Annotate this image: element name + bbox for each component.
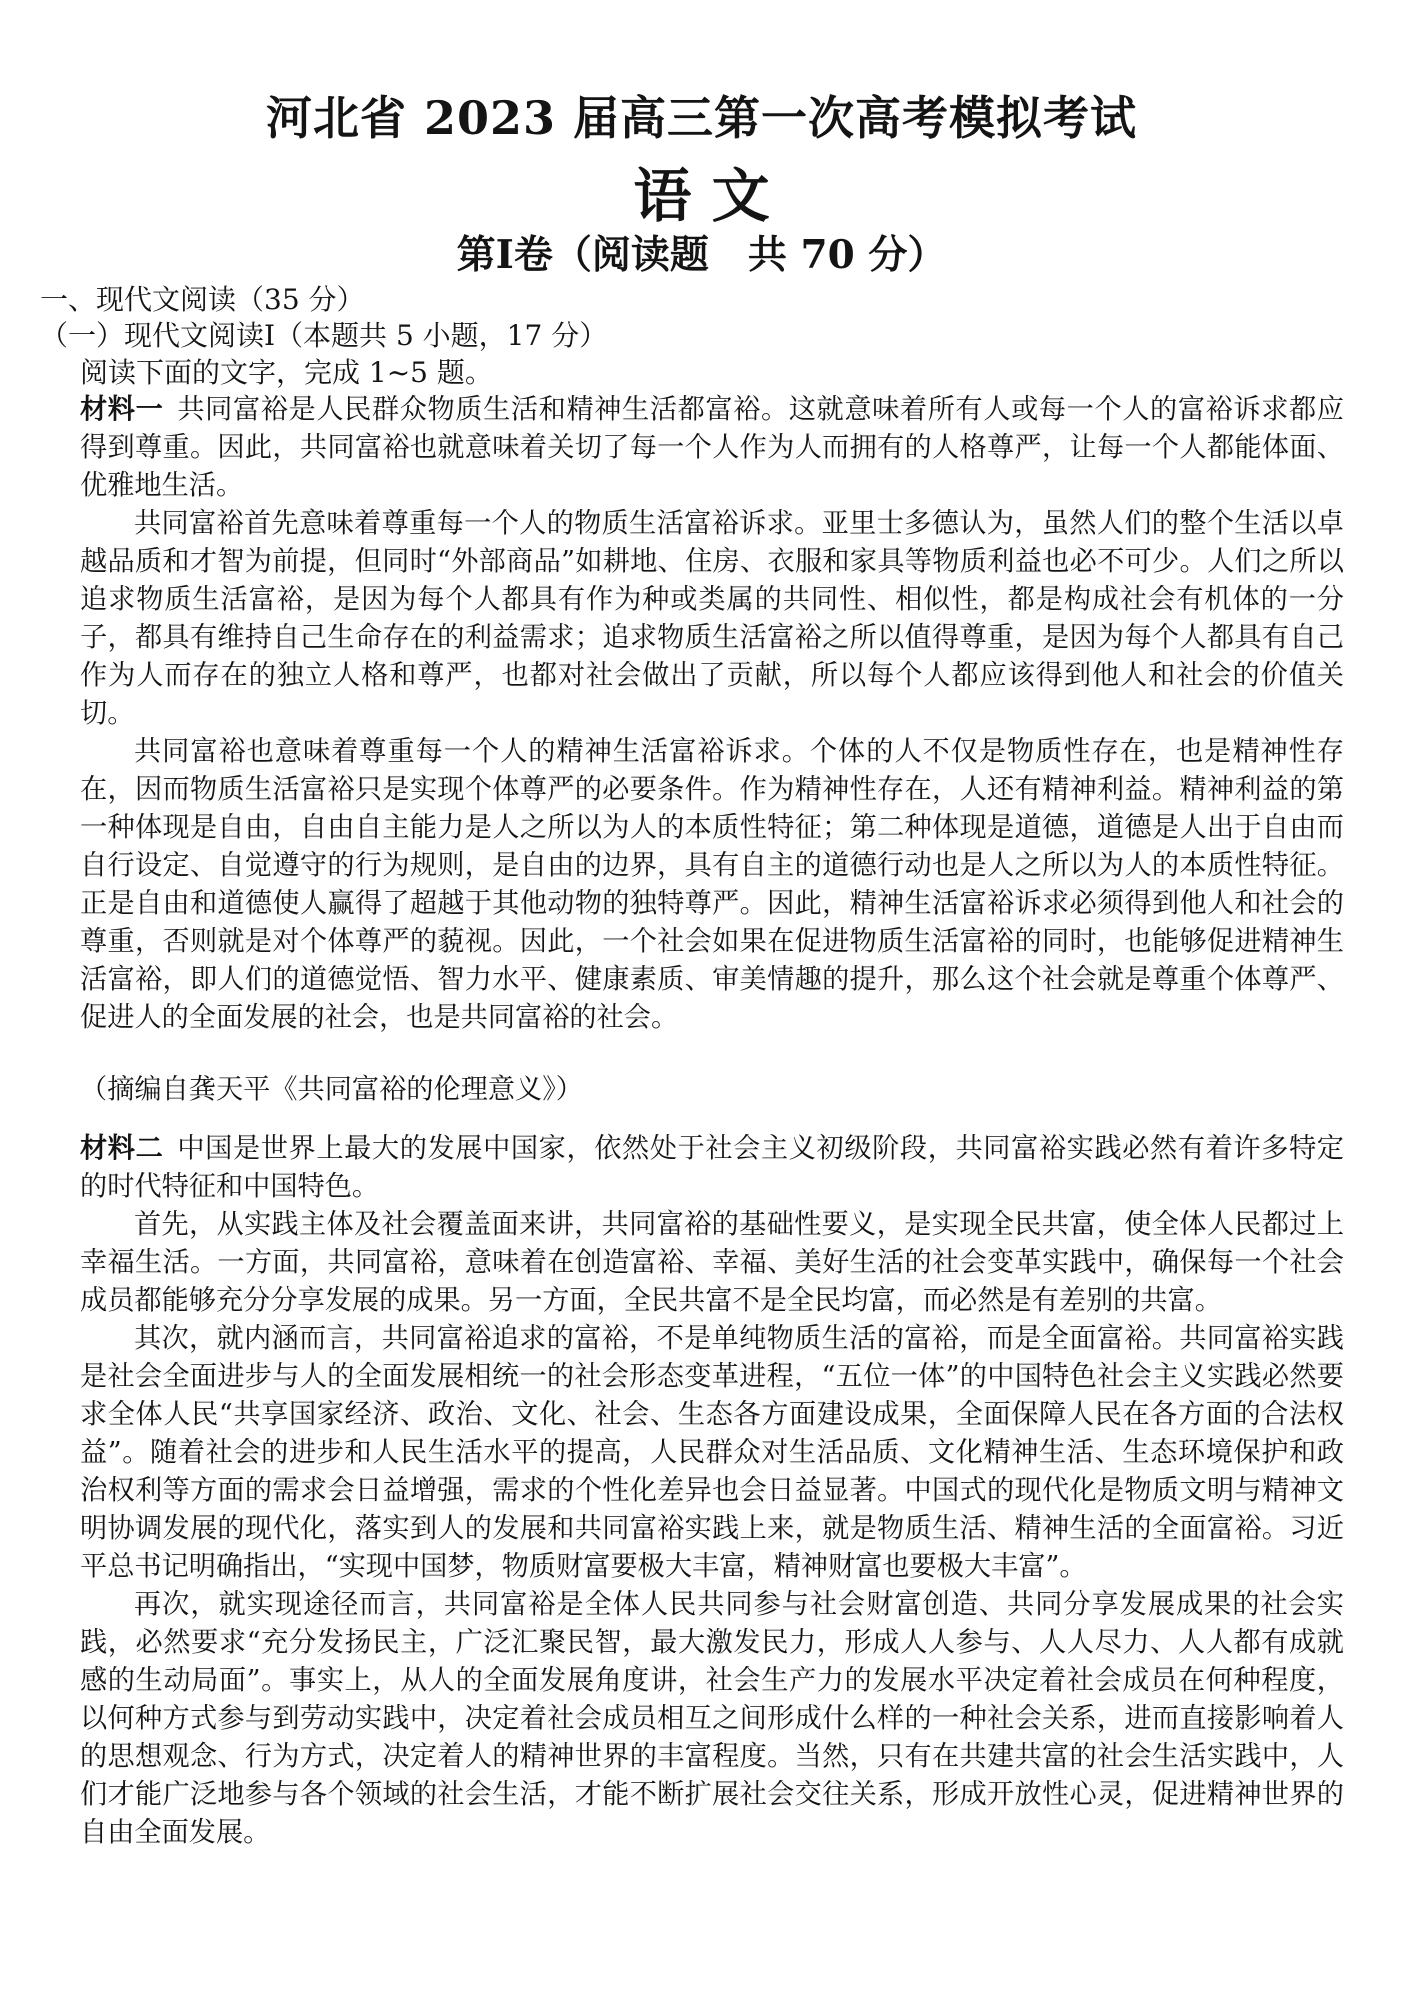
material1-source: （摘编自龚天平《共同富裕的伦理意义》） <box>80 1074 583 1105</box>
reading-passage <box>80 390 1344 1852</box>
material2-paragraph: 再次，就实现途径而言，共同富裕是全体人民共同参与社会财富创造、共同分享发展成果的社会实践，必然要求“充分发扬民主，广泛汇聚民智，最大激发民力，形成人人参与、人人尽力、人人都有成就感的生动局面”。事实上，从人的全面发展角度讲，社会生产力的发展水平决定着社会成员在何种程度，以何种方式参与到劳动实践中，决定着社会成员相互之间形成什么样的一种社会关系，进而直接影响着人的思想观念、行为方式，决定着人的精神世界的丰富程度。当然，只有在共建共富的社会生活实践中，人们才能广泛地参与各个领域的社会生活，才能不断扩展社会交往关系，形成开放性心灵，促进精神世界的自由全面发展。 <box>80 1589 1344 1848</box>
material2-paragraph: 首先，从实践主体及社会覆盖面来讲，共同富裕的基础性要义，是实现全民共富，使全体人民都过上幸福生活。一方面，共同富裕，意味着在创造富裕、幸福、美好生活的社会变革实践中，确保每一个社会成员都能够充分分享发展的成果。另一方面，全民共富不是全民均富，而必然是有差别的共富。 <box>80 1209 1344 1316</box>
material1-paragraph <box>80 390 1344 505</box>
instruction: 阅读下面的文字，完成 1~5 题。 <box>80 356 493 389</box>
subsection-heading: （一）现代文阅读Ⅰ（本题共 5 小题，17 分） <box>40 319 608 352</box>
material2-label: 材料二 <box>80 1132 164 1164</box>
material2-paragraph <box>80 1129 1344 1206</box>
subject-title: 语 文 <box>633 162 770 230</box>
exam-title: 河北省 2023 届高三第一次高考模拟考试 <box>265 91 1138 145</box>
volume-title: 第Ⅰ卷（阅读题 共 70 分） <box>456 232 947 278</box>
section-heading: 一、现代文阅读（35 分） <box>40 283 365 316</box>
material2-paragraph: 其次，就内涵而言，共同富裕追求的富裕，不是单纯物质生活的富裕，而是全面富裕。共同富裕实践是社会全面进步与人的全面发展相统一的社会形态变革进程，“五位一体”的中国特色社会主义实践必然要求全体人民“共享国家经济、政治、文化、社会、生态各方面建设成果，全面保障人民在各方面的合法权益”。随着社会的进步和人民生活水平的提高，人民群众对生活品质、文化精神生活、生态环境保护和政治权利等方面的需求会日益增强，需求的个性化差异也会日益显著。中国式的现代化是物质文明与精神文明协调发展的现代化，落实到人的发展和共同富裕实践上来，就是物质生活、精神生活的全面富裕。习近平总书记明确指出，“实现中国梦，物质财富要极大丰富，精神财富也要极大丰富”。 <box>80 1323 1344 1582</box>
material1-paragraph: 共同富裕也意味着尊重每一个人的精神生活富裕诉求。个体的人不仅是物质性存在，也是精神性存在，因而物质生活富裕只是实现个体尊严的必要条件。作为精神性存在，人还有精神利益。精神利益的第一种体现是自由，自由自主能力是人之所以为人的本质性特征；第二种体现是道德，道德是人出于自由而自行设定、自觉遵守的行为规则，是自由的边界，具有自主的道德行动也是人之所以为人的本质性特征。正是自由和道德使人赢得了超越于其他动物的独特尊严。因此，精神生活富裕诉求必须得到他人和社会的尊重，否则就是对个体尊严的藐视。因此，一个社会如果在促进物质生活富裕的同时，也能够促进精神生活富裕，即人们的道德觉悟、智力水平、健康素质、审美情趣的提升，那么这个社会就是尊重个体尊严、促进人的全面发展的社会，也是共同富裕的社会。 <box>80 736 1344 1033</box>
material1-paragraph: 共同富裕首先意味着尊重每一个人的物质生活富裕诉求。亚里士多德认为，虽然人们的整个生活以卓越品质和才智为前提，但同时“外部商品”如耕地、住房、衣服和家具等物质利益也必不可少。人们之所以追求物质生活富裕，是因为每个人都具有作为种或类属的共同性、相似性，都是构成社会有机体的一分子，都具有维持自己生命存在的利益需求；追求物质生活富裕之所以值得尊重，是因为每个人都具有自己作为人而存在的独立人格和尊严，也都对社会做出了贡献，所以每个人都应该得到他人和社会的价值关切。 <box>80 508 1344 729</box>
material1-text: 共同富裕是人民群众物质生活和精神生活都富裕。这就意味着所有人或每一个人的富裕诉求都应得到尊重。因此，共同富裕也就意味着关切了每一个人作为人而拥有的人格尊严，让每一个人都能体面、优雅地生活。 <box>80 394 1344 501</box>
material2-text: 中国是世界上最大的发展中国家，依然处于社会主义初级阶段，共同富裕实践必然有着许多特定的时代特征和中国特色。 <box>80 1133 1344 1202</box>
material1-label: 材料一 <box>80 393 164 425</box>
